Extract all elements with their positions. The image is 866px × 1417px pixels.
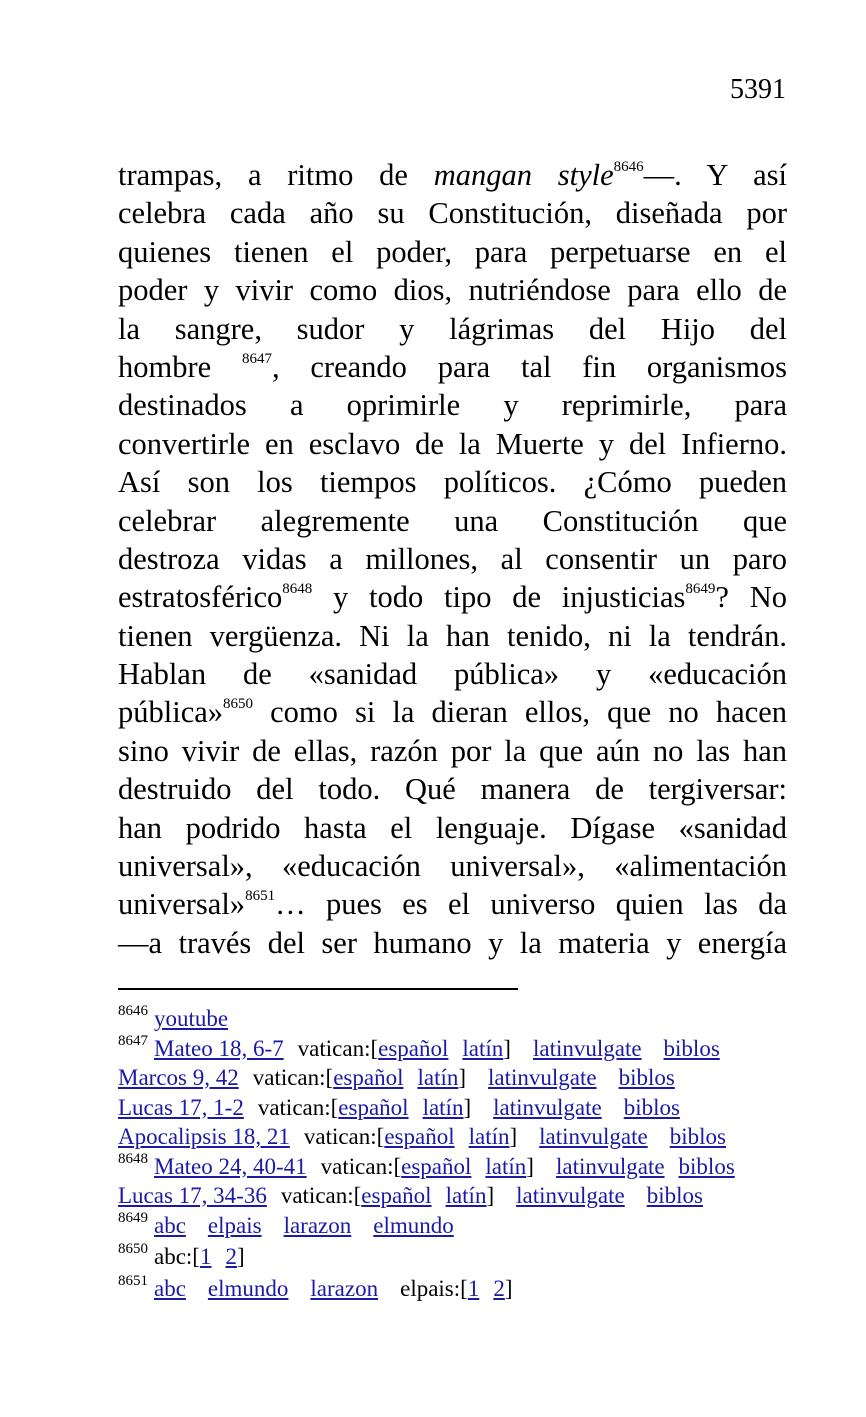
- link-biblos[interactable]: biblos: [646, 1183, 703, 1208]
- link-ref[interactable]: Apocalipsis 18, 21: [118, 1124, 290, 1149]
- link-ref[interactable]: Mateo 24, 40-41: [154, 1153, 307, 1179]
- text-line: hombre $^{8647}$, creando para tal fin organismos: [118, 349, 787, 384]
- elpais-label: elpais:[: [400, 1275, 468, 1301]
- text-line: sino vivir de ellas, razón por la que aún no las han: [118, 733, 787, 768]
- footnote-8648-row: [118, 1181, 808, 1211]
- text-line: —a través del ser humano y la materia y energía: [118, 925, 787, 960]
- footnote-separator: [118, 988, 518, 990]
- body-text: [118, 156, 787, 962]
- link-latinvulgate[interactable]: latinvulgate: [493, 1094, 602, 1120]
- bracket: ]: [526, 1153, 534, 1179]
- text-line: Hablan de «sanidad pública» y «educación: [118, 657, 787, 692]
- link-latinvulgate[interactable]: latinvulgate: [539, 1124, 648, 1149]
- bracket: ]: [463, 1094, 472, 1120]
- link-abc[interactable]: abc: [154, 1275, 186, 1301]
- footnote-8648: [118, 1152, 808, 1182]
- footnote-8650: [118, 1242, 808, 1272]
- link-latin[interactable]: latín: [462, 1035, 504, 1061]
- link-latinvulgate[interactable]: latinvulgate: [488, 1065, 597, 1090]
- footnote-number: 8651: [118, 1272, 148, 1289]
- link-espanol[interactable]: español: [384, 1124, 455, 1149]
- abc-label: abc:[: [154, 1244, 200, 1269]
- link-espanol[interactable]: español: [401, 1153, 472, 1179]
- text-line: convertirle en esclavo de la Muerte y del Infierno.: [118, 426, 787, 461]
- text-line: celebrar alegremente una Constitución que: [118, 503, 787, 538]
- link-latin[interactable]: latín: [417, 1065, 459, 1090]
- link-elpais[interactable]: elpais: [207, 1212, 262, 1238]
- link-biblos[interactable]: biblos: [669, 1124, 726, 1149]
- text-line: universal»$^{8651}$… pues es el universo quien las da: [118, 887, 787, 922]
- footnote-8651: [118, 1274, 808, 1304]
- text-line: pública»$^{8650}$ como si la dieran ellos, que no hacen: [118, 695, 787, 730]
- link-espanol[interactable]: español: [378, 1035, 449, 1061]
- bracket: ]: [503, 1035, 511, 1061]
- text-line: destinados a oprimirle y reprimirle, para: [118, 388, 787, 423]
- text-line: trampas, a ritmo de mangan style$^{8646}$—. Y así: [118, 158, 787, 192]
- footnote-number: 8649: [118, 1209, 148, 1226]
- footnote-8647-row: [118, 1093, 808, 1123]
- footnote-number: 8650: [118, 1241, 148, 1257]
- vatican-label: vatican:[: [252, 1065, 334, 1090]
- link-1[interactable]: 1: [467, 1275, 480, 1301]
- link-ref[interactable]: Mateo 18, 6-7: [154, 1035, 284, 1061]
- link-latinvulgate[interactable]: latinvulgate: [555, 1153, 665, 1179]
- link-espanol[interactable]: español: [361, 1183, 432, 1208]
- vatican-label: vatican:[: [297, 1035, 379, 1061]
- link-biblos[interactable]: biblos: [623, 1094, 680, 1120]
- text-line: han podrido hasta el lenguaje. Dígase «sanidad: [118, 810, 787, 845]
- link-2[interactable]: 2: [225, 1244, 237, 1269]
- link-elmundo[interactable]: elmundo: [373, 1212, 454, 1238]
- footnote-ref[interactable]: 8648: [282, 581, 313, 598]
- text-line: universal», «educación universal», «alimentación: [118, 849, 787, 884]
- vatican-label: vatican:[: [303, 1124, 385, 1149]
- footnote-ref[interactable]: 8647: [241, 350, 272, 367]
- text-line: destruido del todo. Qué manera de tergiversar:: [118, 772, 787, 807]
- link-ref[interactable]: Marcos 9, 42: [118, 1065, 239, 1090]
- link-latin[interactable]: latín: [422, 1094, 464, 1120]
- footnote-8647-row: [118, 1122, 808, 1152]
- text-line: poder y vivir como dios, nutriéndose para ello de: [118, 273, 787, 308]
- footnotes: [118, 1004, 808, 1303]
- footnote-ref[interactable]: 8651: [245, 888, 276, 905]
- link-biblos[interactable]: biblos: [663, 1035, 720, 1061]
- footnote-8647-row: [118, 1063, 808, 1093]
- vatican-label: vatican:[: [257, 1094, 339, 1120]
- link-ref[interactable]: Lucas 17, 34-36: [118, 1183, 267, 1208]
- link-larazon[interactable]: larazon: [283, 1212, 352, 1238]
- link-larazon[interactable]: larazon: [310, 1275, 379, 1301]
- text-line: Así son los tiempos políticos. ¿Cómo pueden: [118, 465, 787, 500]
- link-latinvulgate[interactable]: latinvulgate: [516, 1183, 625, 1208]
- text-line: tienen vergüenza. Ni la han tenido, ni la tendrán.: [118, 618, 787, 653]
- link-espanol[interactable]: español: [338, 1094, 409, 1120]
- link-abc[interactable]: abc: [154, 1212, 186, 1238]
- footnote-8649: [118, 1211, 808, 1241]
- bracket: ]: [458, 1065, 467, 1090]
- footnote-ref[interactable]: 8646: [613, 159, 644, 175]
- link-biblos[interactable]: biblos: [678, 1153, 735, 1179]
- footnote-number: 8647: [118, 1032, 148, 1049]
- link-latin[interactable]: latín: [445, 1183, 487, 1208]
- link-latinvulgate[interactable]: latinvulgate: [532, 1035, 642, 1061]
- vatican-label: vatican:[: [280, 1183, 362, 1208]
- link-youtube[interactable]: youtube: [154, 1006, 229, 1031]
- text-line: estratosférico$^{8648}$ y todo tipo de injusticias$^{8649}$? No: [118, 580, 787, 615]
- text-line: destroza vidas a millones, al consentir un paro: [118, 541, 787, 576]
- bracket: ]: [486, 1183, 495, 1208]
- text-line: quienes tienen el poder, para perpetuarse en el: [118, 234, 787, 269]
- text-line: la sangre, sudor y lágrimas del Hijo del: [118, 311, 787, 346]
- vatican-label: vatican:[: [320, 1153, 402, 1179]
- footnote-8647: [118, 1034, 808, 1064]
- footnote-ref[interactable]: 8649: [685, 581, 716, 598]
- link-espanol[interactable]: español: [333, 1065, 404, 1090]
- footnote-number: 8646: [118, 1003, 148, 1019]
- link-latin[interactable]: latín: [468, 1124, 510, 1149]
- link-elmundo[interactable]: elmundo: [207, 1275, 289, 1301]
- link-biblos[interactable]: biblos: [618, 1065, 675, 1090]
- footnote-number: 8648: [118, 1150, 148, 1167]
- link-2[interactable]: 2: [493, 1275, 505, 1301]
- footnote-ref[interactable]: 8650: [223, 696, 254, 713]
- page-number: 5391: [730, 74, 786, 105]
- bracket: ]: [509, 1124, 518, 1149]
- bracket: ]: [236, 1244, 245, 1269]
- bracket: ]: [504, 1275, 513, 1301]
- link-1[interactable]: 1: [199, 1244, 212, 1269]
- link-ref[interactable]: Lucas 17, 1-2: [118, 1094, 244, 1120]
- footnote-8646: [118, 1004, 808, 1034]
- text-line: celebra cada año su Constitución, diseñada por: [118, 196, 787, 231]
- link-latin[interactable]: latín: [485, 1153, 527, 1179]
